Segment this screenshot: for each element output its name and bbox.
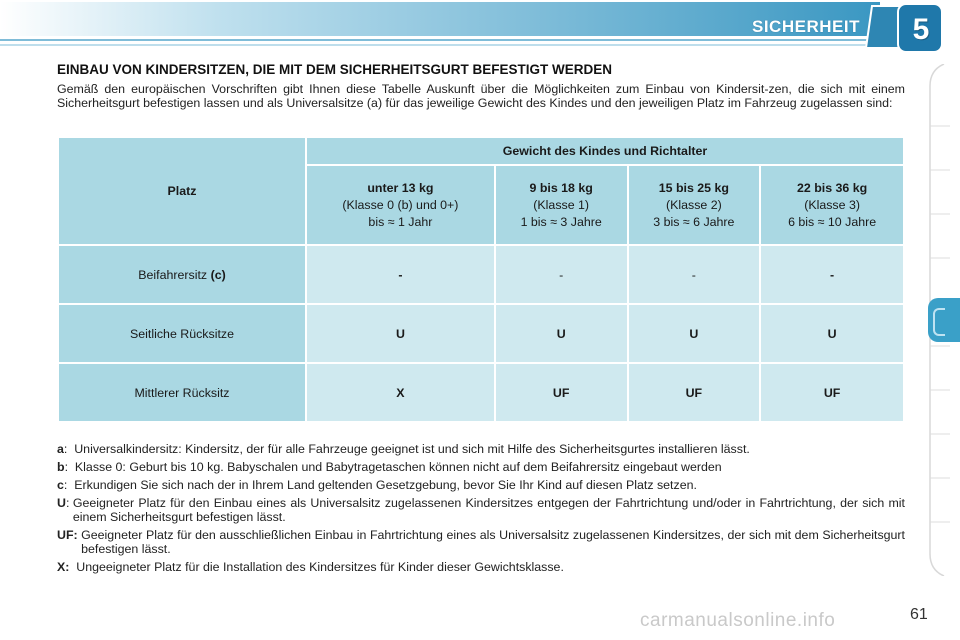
table-cell: - (496, 246, 627, 303)
place-header: Platz (59, 138, 305, 244)
table-cell: - (761, 246, 903, 303)
header-banner (0, 0, 960, 58)
column-header (307, 166, 494, 244)
child-seat-table (57, 136, 905, 423)
table-cell: U (496, 305, 627, 362)
table-cell: U (761, 305, 903, 362)
legend-key: U (57, 496, 66, 510)
column-age: 6 bis ≈ 10 Jahre (788, 214, 877, 229)
legend-item (57, 528, 905, 556)
table-cell: UF (496, 364, 627, 421)
table-row (59, 246, 903, 303)
legend-text: Erkundigen Sie sich nach der in Ihrem Land geltenden Gesetzgebung, bevor Sie Ihr Kind auf diesen Platz setzen. (74, 478, 697, 492)
column-class: (Klasse 3) (804, 197, 860, 212)
column-age: 3 bis ≈ 6 Jahre (653, 214, 735, 229)
page-title: EINBAU VON KINDERSITZEN, DIE MIT DEM SICHERHEITSGURT BEFESTIGT WERDEN (57, 62, 613, 77)
legend-key: c (57, 478, 64, 492)
column-header (629, 166, 760, 244)
legend-item (57, 560, 905, 574)
table-cell: UF (761, 364, 903, 421)
table-cell: U (629, 305, 760, 362)
legend-key: b (57, 460, 65, 474)
table-row (59, 364, 903, 421)
legend-key: UF: (57, 528, 78, 542)
intro-paragraph: Gemäß den europäischen Vorschriften gibt Ihnen diese Tabelle Auskunft über die Möglichkeiten zum Einbau von Kindersit-zen, die sich mit einem Sicherheitsgurt befestigen lassen und als Universalsitze (a) für das jeweilige Gewicht des Kindes und den jeweiligen Platz im Fahrzeug zugelassen sind: (57, 82, 905, 110)
column-class: (Klasse 0 (b) und 0+) (342, 197, 459, 212)
legend-text: Universalkindersitz: Kindersitz, der für alle Fahrzeuge geeignet ist und sich mit Hilfe des Sicherheitsgurtes installieren lässt. (74, 442, 750, 456)
row-place: Beifahrersitz (c) (59, 246, 305, 303)
column-weight: 15 bis 25 kg (658, 180, 729, 195)
page-number: 61 (910, 606, 928, 623)
table-cell: - (307, 246, 494, 303)
legend-text: Ungeeigneter Platz für die Installation des Kindersitzes für Kinder dieser Gewichtsklasse. (76, 560, 564, 574)
header-section-title: SICHERHEIT (752, 17, 860, 36)
column-age: 1 bis ≈ 3 Jahre (520, 214, 602, 229)
table-cell: X (307, 364, 494, 421)
group-header: Gewicht des Kindes und Richtalter (307, 138, 903, 164)
legend-text: Klasse 0: Geburt bis 10 kg. Babyschalen und Babytragetaschen können nicht auf dem Beifahrersitz eingebaut werden (74, 460, 722, 474)
legend-key: a (57, 442, 64, 456)
legend-key: X: (57, 560, 70, 574)
legend-text: Geeigneter Platz für den ausschließlichen Einbau in Fahrtrichtung eines als Universalsitz zugelassenen Kindersitzes, der sich mit dem Sicherheitsgurt befestigen lässt. (81, 528, 905, 556)
legend-notes (57, 442, 905, 578)
table-row (59, 305, 903, 362)
row-place-note: (c) (210, 267, 226, 282)
watermark: carmanualsonline.info (640, 610, 836, 631)
table-cell: UF (629, 364, 760, 421)
legend-item: U : Geeigneter Platz für den Einbau eines als Universalsitz zugelassenen Kindersitzes entgegen der Fahrtrichtung und/oder in Fahrtrichtung, der sich mit einem Sicherheitsgurt befestigen lässt. (57, 496, 905, 524)
column-weight: 9 bis 18 kg (529, 180, 593, 195)
legend-item: c : Erkundigen Sie sich nach der in Ihrem Land geltenden Gesetzgebung, bevor Sie Ihr Kind auf diesen Platz setzen. (57, 478, 905, 492)
row-place: Mittlerer Rücksitz (59, 364, 305, 421)
column-age: bis ≈ 1 Jahr (368, 214, 433, 229)
column-header (761, 166, 903, 244)
legend-item: a : Universalkindersitz: Kindersitz, der für alle Fahrzeuge geeignet ist und sich mit Hilfe des Sicherheitsgurtes installieren lässt. (57, 442, 905, 456)
column-class: (Klasse 1) (533, 197, 590, 212)
legend-item: b : Klasse 0: Geburt bis 10 kg. Babyschalen und Babytragetaschen können nicht auf dem Beifahrersitz eingebaut werden (57, 460, 905, 474)
column-weight: 22 bis 36 kg (796, 180, 868, 195)
column-weight: unter 13 kg (367, 180, 434, 195)
chapter-tab-active[interactable] (928, 298, 960, 342)
row-place: Seitliche Rücksitze (59, 305, 305, 362)
table-cell: U (307, 305, 494, 362)
chapter-number: 5 (912, 13, 930, 46)
legend-text: Geeigneter Platz für den Einbau eines als Universalsitz zugelassenen Kindersitzes entgegen der Fahrtrichtung und/oder in Fahrtrichtung, der sich mit einem Sicherheitsgurt befestigen lässt. (72, 496, 905, 524)
column-header (496, 166, 627, 244)
column-class: (Klasse 2) (665, 197, 722, 212)
table-cell: - (629, 246, 760, 303)
